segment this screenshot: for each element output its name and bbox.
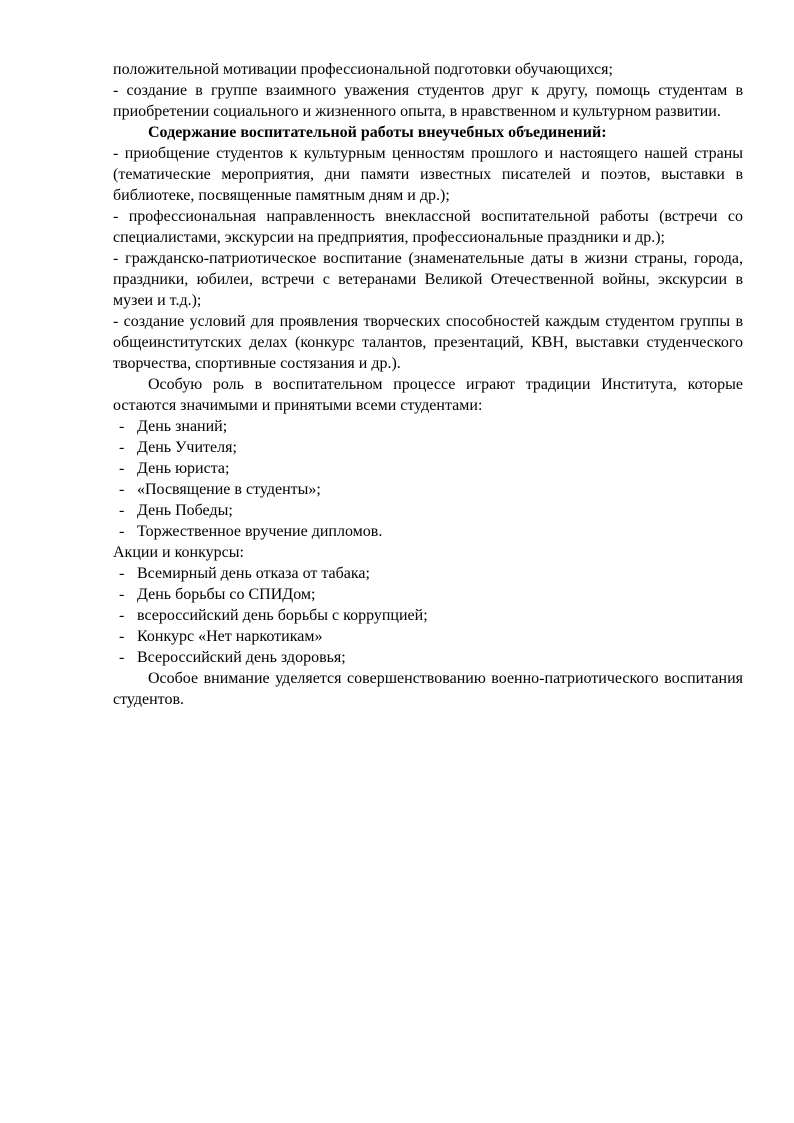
list-item-text: всероссийский день борьбы с коррупцией; (137, 607, 428, 624)
list-item-text: Всемирный день отказа от табака; (137, 565, 370, 582)
paragraph: - профессиональная направленность внеклассной воспитательной работы (встречи со специалистами, экскурсии на предприятия, профессиональные праздники и др.); (113, 208, 743, 246)
list-item (113, 605, 743, 626)
list-item-text: День борьбы со СПИДом; (137, 586, 316, 603)
document-content (113, 59, 743, 710)
list-item (113, 500, 743, 521)
list-item-text: День юриста; (137, 460, 230, 477)
list-dash-marker: - (119, 649, 125, 666)
list-dash-marker: - (119, 460, 125, 477)
list-dash-marker: - (119, 481, 125, 498)
paragraph: - гражданско-патриотическое воспитание (знаменательные даты в жизни страны, города, праздники, юбилеи, встречи с ветеранами Великой Отечественной войны, экскурсии в музеи и т.д.); (113, 250, 743, 309)
list-dash-marker: - (119, 586, 125, 603)
list-dash-marker: - (119, 565, 125, 582)
list-item (113, 563, 743, 584)
paragraph: Особую роль в воспитательном процессе играют традиции Института, которые остаются значимыми и принятыми всеми студентами: (113, 376, 743, 414)
list-item-text: Конкурс «Нет наркотикам» (137, 628, 323, 645)
list-dash-marker: - (119, 607, 125, 624)
list-item-text: День Учителя; (137, 439, 237, 456)
list-item-text: Всероссийский день здоровья; (137, 649, 346, 666)
paragraph: Особое внимание уделяется совершенствованию военно-патриотического воспитания студентов. (113, 670, 743, 708)
list-dash-marker: - (119, 439, 125, 456)
paragraph: положительной мотивации профессиональной подготовки обучающихся; (113, 61, 613, 78)
list-dash-marker: - (119, 523, 125, 540)
list-dash-marker: - (119, 502, 125, 519)
list-item-text: День знаний; (137, 418, 228, 435)
paragraph: - создание условий для проявления творческих способностей каждым студентом группы в общеинститутских делах (конкурс талантов, презентаций, КВН, выставки студенческого творчества, спортивные состязания и др.). (113, 313, 743, 372)
list-item (113, 647, 743, 668)
list-item (113, 479, 743, 500)
section-heading: Содержание воспитательной работы внеучебных объединений: (148, 124, 607, 141)
list-item (113, 626, 743, 647)
list-item (113, 437, 743, 458)
paragraph: - приобщение студентов к культурным ценностям прошлого и настоящего нашей страны (тематические мероприятия, дни памяти известных писателей и поэтов, выставки в библиотеке, посвященные памятным дням и др.); (113, 145, 743, 204)
list-item-text: «Посвящение в студенты»; (137, 481, 321, 498)
list-item (113, 458, 743, 479)
list-item (113, 416, 743, 437)
list-item-text: День Победы; (137, 502, 233, 519)
list-item (113, 584, 743, 605)
list-item-text: Торжественное вручение дипломов. (137, 523, 383, 540)
paragraph: Акции и конкурсы: (113, 544, 244, 561)
list-dash-marker: - (119, 628, 125, 645)
list-dash-marker: - (119, 418, 125, 435)
list-item (113, 521, 743, 542)
paragraph: - создание в группе взаимного уважения студентов друг к другу, помощь студентам в приобретении социального и жизненного опыта, в нравственном и культурном развитии. (113, 82, 743, 120)
